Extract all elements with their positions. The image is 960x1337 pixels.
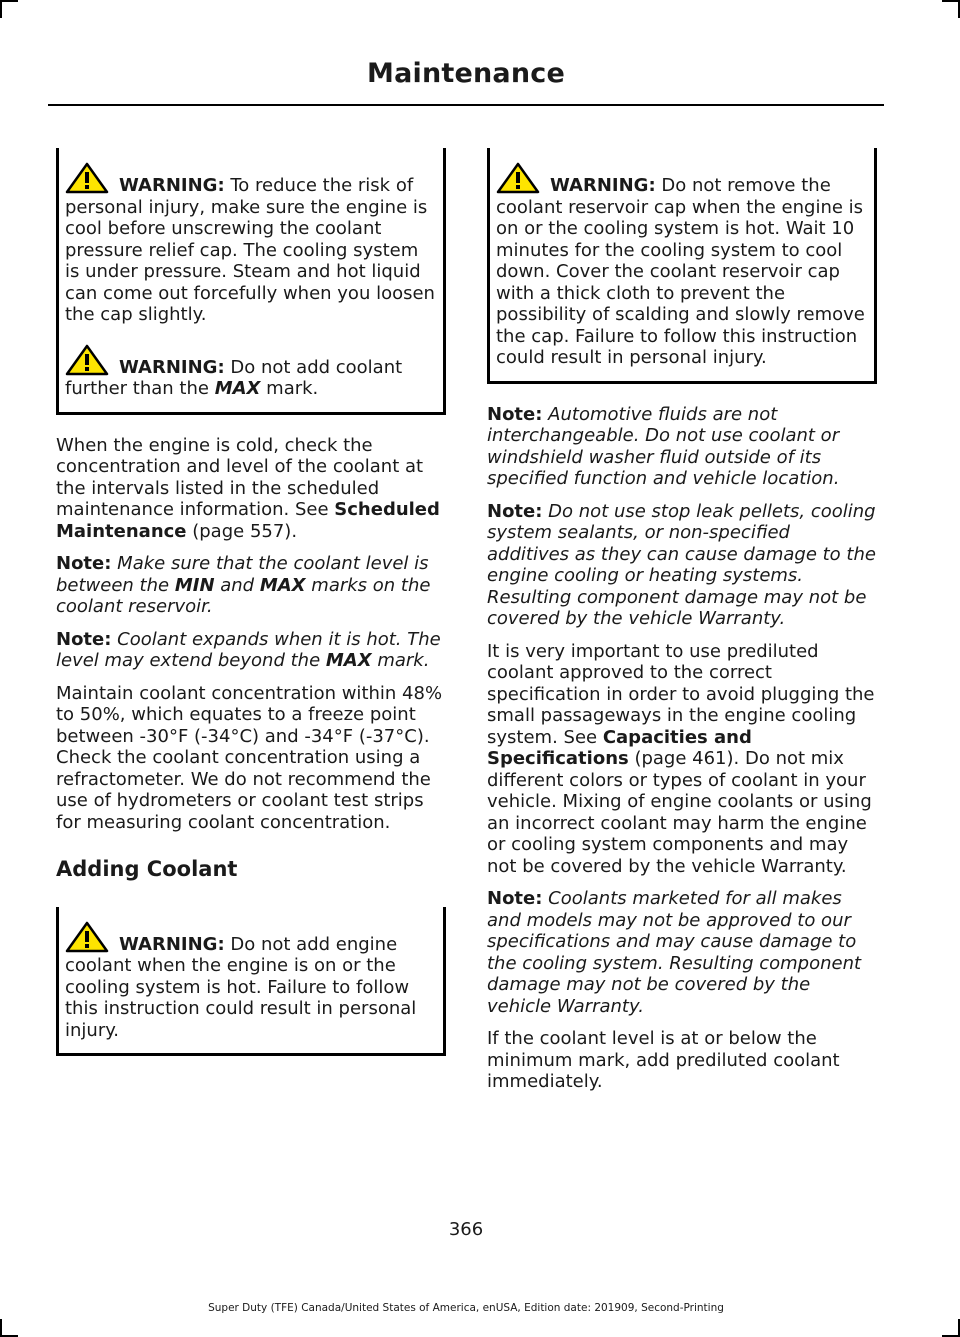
body-text: When the engine is cold, check the concentration and level of the coolant at the intervals listed in the scheduled maintenance information. See — [56, 434, 424, 520]
warning-label: WARNING: — [119, 175, 225, 196]
warning-box — [56, 148, 446, 415]
max-mark-emphasis: MAX — [214, 378, 261, 399]
warning-paragraph — [496, 162, 868, 369]
warning-triangle-icon — [65, 921, 109, 953]
body-text: It is very important to use prediluted coolant approved to the correct specification in order to avoid plugging the small passageways in the engine cooling system. See — [487, 640, 875, 748]
note-text: Do not use stop leak pellets, cooling system sealants, or non-specified additives as they can cause damage to the engine cooling or heating systems. Resulting component damage may not be covered by the vehicle Warranty. — [487, 500, 876, 629]
warning-triangle-icon — [496, 162, 540, 194]
note-label: Note: — [487, 500, 543, 522]
note-text: Coolants marketed for all makes and models may not be approved to our specifications and may cause damage to the cooling system. Resulting component damage may not be covered by the vehicle Warranty. — [487, 888, 862, 1017]
min-mark-emphasis: MIN — [174, 574, 215, 596]
section-heading: Adding Coolant — [56, 857, 238, 881]
left-column — [56, 148, 446, 1076]
crop-mark — [942, 0, 960, 2]
note-text: Automotive fluids are not interchangeable. Do not use coolant or windshield washer fluid outside of its specified function and vehicle location. — [487, 403, 840, 489]
note-paragraph — [56, 553, 446, 618]
warning-box — [487, 148, 877, 384]
warning-paragraph — [65, 921, 437, 1042]
note-text: mark. — [371, 650, 430, 671]
warning-triangle-icon — [65, 162, 109, 194]
note-label: Note: — [487, 403, 543, 425]
note-label: Note: — [56, 553, 112, 574]
note-paragraph — [487, 404, 877, 490]
warning-text: Do not add coolant further than the — [65, 356, 403, 399]
warning-label: WARNING: — [119, 933, 225, 955]
warning-label: WARNING: — [550, 175, 656, 196]
capacities-specifications-link[interactable]: Capacities and Specifications — [487, 726, 752, 769]
warning-label: WARNING: — [119, 356, 225, 378]
note-text: Make sure that the coolant level is between the — [56, 553, 429, 596]
warning-triangle-icon — [65, 344, 109, 376]
body-paragraph: Maintain coolant concentration within 48% to 50%, which equates to a freeze point between -30°F (-34°C) and -34°F (-37°C). Check the coolant concentration using a refractometer. We do not recommend the use of hydrometers or coolant test strips for measuring coolant concentration. — [56, 682, 443, 833]
header-rule — [48, 104, 884, 106]
note-paragraph — [487, 888, 877, 1017]
warning-paragraph — [65, 344, 437, 400]
body-paragraph: If the coolant level is at or below the minimum mark, add prediluted coolant immediately. — [487, 1028, 840, 1092]
body-text: (page 461). Do not mix different colors or types of coolant in your vehicle. Mixing of engine coolants or using an incorrect coolant may harm the engine or cooling system components and may not be covered by the vehicle Warranty. — [487, 748, 872, 877]
note-label: Note: — [56, 628, 112, 650]
crop-mark — [0, 0, 18, 2]
note-text: and — [214, 574, 260, 596]
max-mark-emphasis: MAX — [259, 574, 306, 596]
body-paragraph — [487, 641, 877, 878]
edition-footer: Super Duty (TFE) Canada/United States of America, enUSA, Edition date: 201909, Second-Printing — [208, 1302, 724, 1314]
page-title: Maintenance — [367, 58, 565, 89]
body-paragraph — [56, 435, 446, 543]
warning-box — [56, 907, 446, 1057]
warning-text: mark. — [260, 378, 319, 399]
note-label: Note: — [487, 888, 543, 909]
warning-text: Do not add engine coolant when the engine is on or the cooling system is hot. Failure to follow this instruction could result in personal injury. — [65, 933, 417, 1041]
note-text: marks on the coolant reservoir. — [56, 574, 431, 617]
note-text: Coolant expands when it is hot. The level may extend beyond the — [56, 628, 441, 671]
scheduled-maintenance-link[interactable]: Scheduled Maintenance — [56, 499, 440, 542]
page-number: 366 — [448, 1219, 484, 1240]
warning-text: Do not remove the coolant reservoir cap when the engine is on or the cooling system is hot. Wait 10 minutes for the cooling system to cool down. Cover the coolant reservoir cap with a thick cloth to prevent the possibility of scalding and slowly remove the cap. Failure to follow this instruction could result in personal injury. — [496, 175, 865, 368]
max-mark-emphasis: MAX — [325, 650, 372, 671]
crop-mark — [0, 0, 2, 18]
body-text: (page 557). — [186, 520, 298, 542]
right-column — [487, 148, 877, 1104]
warning-paragraph — [65, 162, 437, 326]
note-paragraph — [487, 501, 877, 630]
warning-text: To reduce the risk of personal injury, make sure the engine is cool before unscrewing the coolant pressure relief cap. The cooling system is under pressure. Steam and hot liquid can come out forcefully when you loosen the cap slightly. — [65, 175, 435, 325]
note-paragraph — [56, 629, 446, 672]
